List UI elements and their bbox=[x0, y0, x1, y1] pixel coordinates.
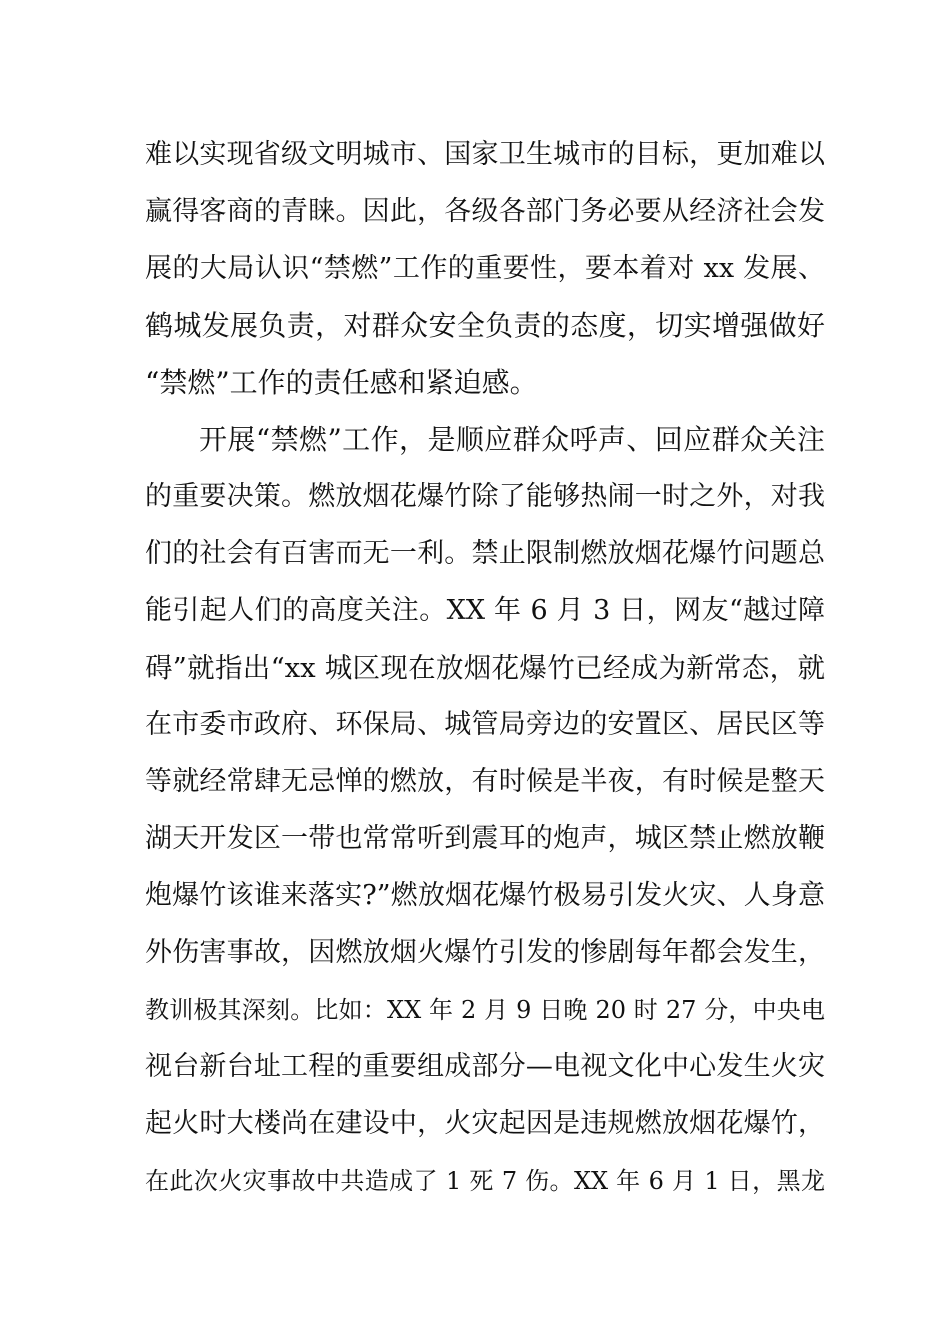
paragraph-2-line-1: 开展“禁燃”工作，是顺应群众呼声、回应群众关注 bbox=[199, 423, 825, 456]
paragraph-2-line-7: 等就经常肆无忌惮的燃放，有时候是半夜，有时候是整天 bbox=[145, 766, 825, 797]
paragraph-2-line-5: 碍”就指出“xx 城区现在放烟花爆竹已经成为新常态，就 bbox=[145, 652, 825, 684]
paragraph-1-line-1: 难以实现省级文明城市、国家卫生城市的目标，更加难以 bbox=[145, 139, 825, 170]
paragraph-2-line-4: 能引起人们的高度关注。XX 年 6 月 3 日，网友“越过障 bbox=[145, 595, 825, 626]
paragraph-2-line-11: 教训极其深刻。比如：XX 年 2 月 9 日晚 20 时 27 分，中央电 bbox=[145, 996, 825, 1024]
paragraph-2-line-9: 炮爆竹该谁来落实?”燃放烟花爆竹极易引发火灾、人身意 bbox=[145, 880, 825, 911]
paragraph-2-line-6: 在市委市政府、环保局、城管局旁边的安置区、居民区等 bbox=[145, 709, 825, 740]
paragraph-2-line-10: 外伤害事故，因燃放烟火爆竹引发的惨剧每年都会发生， bbox=[145, 937, 825, 968]
paragraph-2-line-14: 在此次火灾事故中共造成了 1 死 7 伤。XX 年 6 月 1 日，黑龙 bbox=[145, 1167, 825, 1195]
paragraph-1-line-2: 赢得客商的青睐。因此，各级各部门务必要从经济社会发 bbox=[145, 196, 825, 227]
paragraph-2-line-2: 的重要决策。燃放烟花爆竹除了能够热闹一时之外，对我 bbox=[145, 481, 825, 512]
paragraph-2-line-8: 湖天开发区一带也常常听到震耳的炮声，城区禁止燃放鞭 bbox=[145, 823, 825, 854]
paragraph-1-line-4: 鹤城发展负责，对群众安全负责的态度，切实增强做好 bbox=[145, 309, 825, 342]
paragraph-2-line-12: 视台新台址工程的重要组成部分—电视文化中心发生火灾 bbox=[145, 1051, 825, 1082]
paragraph-2-line-13: 起火时大楼尚在建设中，火灾起因是违规燃放烟花爆竹， bbox=[145, 1108, 825, 1139]
paragraph-1-line-5: “禁燃”工作的责任感和紧迫感。 bbox=[145, 366, 538, 399]
paragraph-2-line-3: 们的社会有百害而无一利。禁止限制燃放烟花爆竹问题总 bbox=[145, 538, 825, 569]
paragraph-1-line-3: 展的大局认识“禁燃”工作的重要性，要本着对 xx 发展、 bbox=[145, 253, 825, 284]
